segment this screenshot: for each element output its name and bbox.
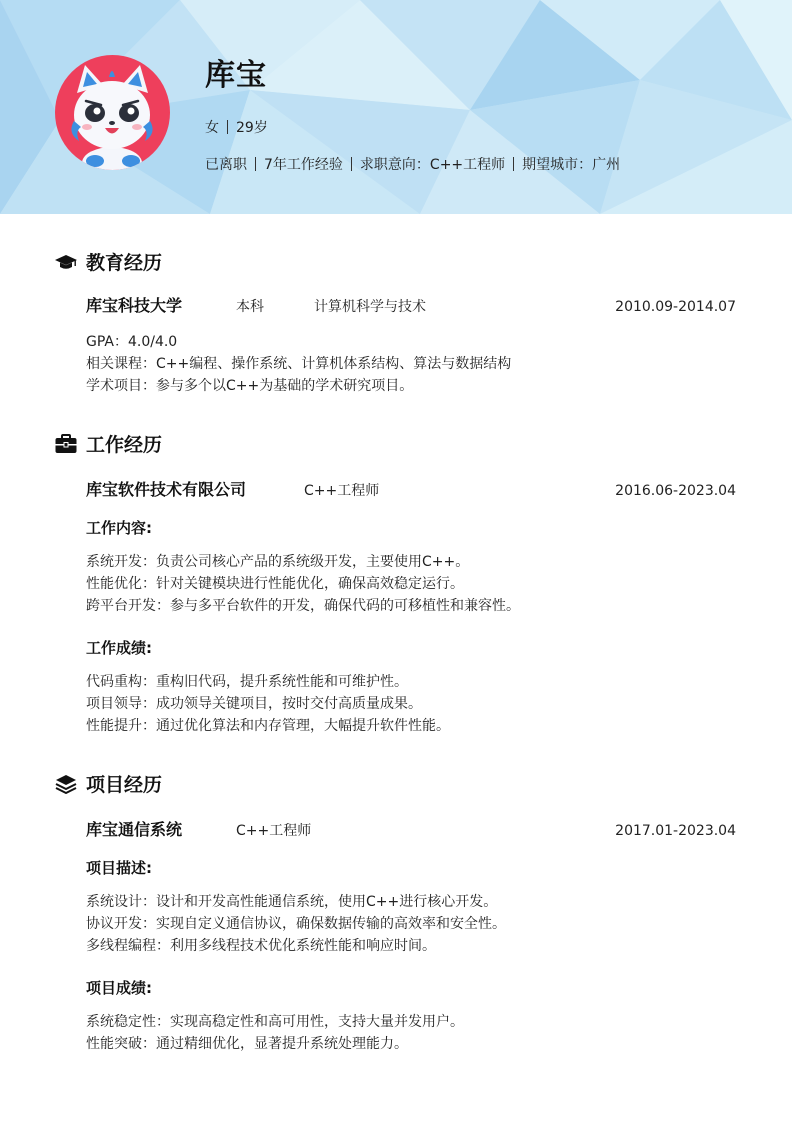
header-banner <box>0 0 792 214</box>
list-item: 协议开发：实现自定义通信协议，确保数据传输的高效率和安全性。 <box>86 916 506 932</box>
work-achievement-heading: 工作成绩: <box>86 639 152 657</box>
cat-mascot-icon <box>55 55 170 170</box>
divider <box>513 157 514 171</box>
divider <box>255 157 256 171</box>
age: 29岁 <box>236 120 268 136</box>
expected-city: 期望城市：广州 <box>522 157 621 173</box>
list-item: 性能突破：通过精细优化，显著提升系统处理能力。 <box>86 1036 408 1052</box>
list-item: 学术项目：参与多个以C++为基础的学术研究项目。 <box>86 378 414 394</box>
divider <box>351 157 352 171</box>
degree: 本科 <box>236 299 264 315</box>
work-content-heading: 工作内容: <box>86 519 152 537</box>
job-intent: 求职意向：C++工程师 <box>359 157 506 173</box>
list-item: 系统开发：负责公司核心产品的系统级开发，主要使用C++。 <box>86 554 470 570</box>
graduation-cap-icon <box>55 252 77 272</box>
project-role: C++工程师 <box>236 823 312 839</box>
list-item: 多线程编程：利用多线程技术优化系统性能和响应时间。 <box>86 938 436 954</box>
project-description-heading: 项目描述: <box>86 859 152 877</box>
list-item: 代码重构：重构旧代码，提升系统性能和可维护性。 <box>86 674 408 690</box>
list-item: 性能提升：通过优化算法和内存管理，大幅提升软件性能。 <box>86 718 450 734</box>
career-info-row <box>205 154 620 174</box>
section-title-text: 项目经历 <box>86 774 163 796</box>
project-achievement-list <box>86 1011 736 1055</box>
education-details <box>86 331 736 397</box>
employment-status: 已离职 <box>205 157 247 173</box>
avatar <box>55 55 170 170</box>
basic-info-row <box>205 117 268 137</box>
list-item: 相关课程：C++编程、操作系统、计算机体系结构、算法与数据结构 <box>86 356 512 372</box>
education-entry-header <box>86 293 736 316</box>
layers-icon <box>55 774 77 794</box>
gender: 女 <box>205 120 219 136</box>
date-range: 2010.09-2014.07 <box>615 299 736 315</box>
job-role: C++工程师 <box>304 483 380 499</box>
work-section-title <box>55 430 162 457</box>
project-entry-header <box>86 817 736 840</box>
date-range: 2016.06-2023.04 <box>615 483 736 499</box>
major: 计算机科学与技术 <box>314 299 426 315</box>
list-item: 系统稳定性：实现高稳定性和高可用性，支持大量并发用户。 <box>86 1014 464 1030</box>
section-title-text: 工作经历 <box>86 434 163 456</box>
list-item: 系统设计：设计和开发高性能通信系统，使用C++进行核心开发。 <box>86 894 498 910</box>
work-entry-header <box>86 477 736 500</box>
work-content-list <box>86 551 736 617</box>
list-item: 跨平台开发：参与多平台软件的开发，确保代码的可移植性和兼容性。 <box>86 598 520 614</box>
candidate-name: 库宝 <box>205 58 267 93</box>
project-section-title <box>55 770 162 797</box>
work-experience: 7年工作经验 <box>264 157 343 173</box>
project-description-list <box>86 891 736 957</box>
project-name: 库宝通信系统 <box>86 820 183 839</box>
list-item: 性能优化：针对关键模块进行性能优化，确保高效稳定运行。 <box>86 576 464 592</box>
date-range: 2017.01-2023.04 <box>615 823 736 839</box>
divider <box>227 120 228 134</box>
company-name: 库宝软件技术有限公司 <box>86 480 247 499</box>
list-item: 项目领导：成功领导关键项目，按时交付高质量成果。 <box>86 696 422 712</box>
list-item: GPA：4.0/4.0 <box>86 334 178 350</box>
school-name: 库宝科技大学 <box>86 296 183 315</box>
work-achievement-list <box>86 671 736 737</box>
section-title-text: 教育经历 <box>86 252 163 274</box>
project-achievement-heading: 项目成绩: <box>86 979 152 997</box>
education-section-title <box>55 248 162 275</box>
briefcase-icon <box>55 434 77 454</box>
